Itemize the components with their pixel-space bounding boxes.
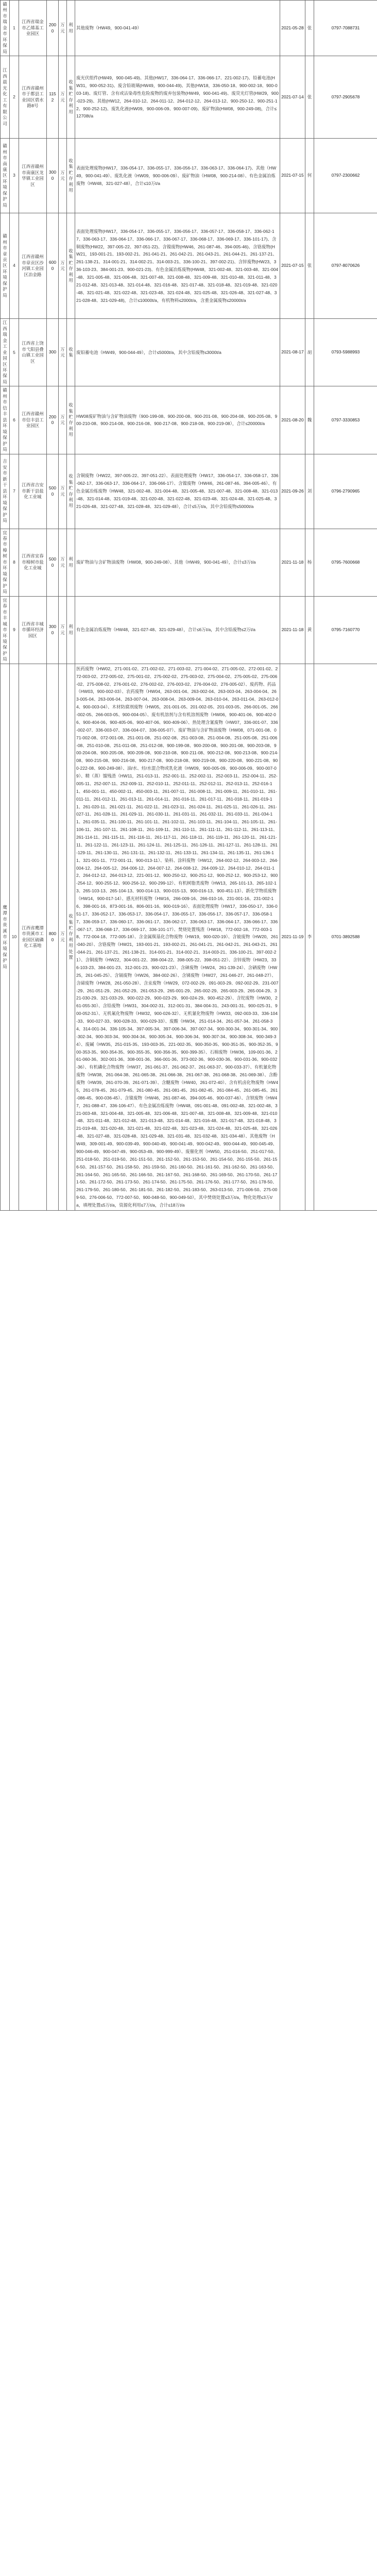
index-cell: 7 [10,454,19,529]
unit-cell: 万元 [59,319,67,386]
investment-cell: 3000 [47,596,59,664]
table-row [1,596,377,664]
mode-cell: 利用 [67,596,75,664]
mode-cell: 收集贮存利用 [67,386,75,454]
investment-cell: 2000 [47,1,59,56]
unit-cell: 万元 [59,1,67,56]
authority-cell: 江西晨光化工有限公司 [1,56,10,139]
scope-cell: 表面处理废物(HW17，336-054-17、336-055-17、336-056-17、336-063-17、336-064-17)、其他（HW49，900-041-49）、废乳化液（HW09，900-006-09）、废矿物油（HW08，900-214-08）、有色金属冶炼废物（HW48，321-027-48），合计≤10万t/a [75,139,280,213]
investment-cell: 300 [47,319,59,386]
index-cell: 10 [10,664,19,1210]
phone-cell: 0797-2905678 [314,56,377,139]
mode-cell: 收集贮存利用处置 [67,664,75,1210]
scope-cell: 废铅蓄电池（HW49，900-044-49），合计≤5000t/a，其中含铅废物≤3000t/a [75,319,280,386]
address-cell: 江西省赣州市于都县工业园区碧水路8号 [19,56,47,139]
address-cell: 江西省宜春市樟树市盐化工业城 [19,529,47,596]
authority-cell: 宜春市樟树市环境保护局 [1,529,10,596]
scope-cell: 废光伏组件(HW49，900-045-49)、其他(HW17，336-064-17、336-066-17、221-002-17)、铅蓄电池(HW31，900-052-31)、废含铅玻璃(HW49，900-044-49)、其他(HW18，336-050-18、900-002-18、900-003-18)、废灯管、含有或沾染毒性危险废物的废弃包装物(HW49，900-041-49)、废荧光灯管(HW29，900-023-29)、其他(HW12，264-010-12、264-011-12、264-012-12、264-013-12、900-250-12、900-251-12、900-252-12)、废乳化液(HW09，900-006-09、900-007-09)、废矿物油(HW08，900-249-08)，合计≤12708t/a [75,56,280,139]
investment-cell: 8000 [47,664,59,1210]
authority-cell: 赣州市南康区环境保护局 [1,139,10,213]
contact-cell: 魏 [305,386,314,454]
phone-cell: 0797-2300662 [314,139,377,213]
date-cell: 2021-08-20 [280,386,305,454]
date-cell: 2021-09-26 [280,454,305,529]
scope-cell: HW08废矿物油与含矿物油废物（900-199-08、900-200-08、900-201-08、900-204-08、900-205-08、900-210-08、900-214-08、900-216-08、900-217-08、900-218-08、900-219-08），合计≤20000t/a [75,386,280,454]
authority-cell: 赣州市章贡区环境保护局 [1,213,10,319]
scope-cell: 废矿物油与含矿物油废物（HW08，900-249-08）、其他（HW49，900-041-49），合计≤3万t/a [75,529,280,596]
contact-cell: 张 [305,1,314,56]
table-row [1,1,377,56]
permit-table [0,0,377,1211]
table-row [1,56,377,139]
scope-cell: 其他废物（HW49，900-041-49） [75,1,280,56]
address-cell: 江西省赣州市南康区龙华镇工业园区 [19,139,47,213]
mode-cell: 收集贮存利用 [67,139,75,213]
address-cell: 江西省丰城市循环经济园区 [19,596,47,664]
mode-cell: 收集 [67,319,75,386]
index-cell: 6 [10,386,19,454]
date-cell: 2021-07-15 [280,139,305,213]
mode-cell: 收集贮存利用 [67,454,75,529]
unit-cell: 万元 [59,386,67,454]
unit-cell: 万元 [59,213,67,319]
address-cell: 江西省赣州市信丰县工业园区 [19,386,47,454]
authority-cell: 赣州市瑞金市环保局 [1,1,10,56]
contact-cell: 胡 [305,319,314,386]
table-row [1,454,377,529]
index-cell: 2 [10,56,19,139]
phone-cell: 0795-7160770 [314,596,377,664]
unit-cell: 万元 [59,139,67,213]
authority-cell: 鹰潭市贵溪市环境保护局 [1,664,10,1210]
unit-cell: 万元 [59,529,67,596]
table-row [1,319,377,386]
index-cell: 4 [10,213,19,319]
index-cell: 1 [10,1,19,56]
mode-cell: 利用 [67,1,75,56]
table-row [1,213,377,319]
mode-cell: 收集贮存利用 [67,213,75,319]
unit-cell: 万元 [59,56,67,139]
date-cell: 2021-11-18 [280,529,305,596]
unit-cell: 万元 [59,664,67,1210]
phone-cell: 0701-3892588 [314,664,377,1210]
investment-cell: 3000 [47,139,59,213]
mode-cell: 收集贮存利用 [67,56,75,139]
date-cell: 2021-11-19 [280,664,305,1210]
scope-cell: 有色金属冶炼废物（HW48，321-027-48、321-029-48），合计≤6万t/a，其中含铅废物≤2万t/a [75,596,280,664]
address-cell: 江西省赣州市章贡区沙河镇工业园区冶金路 [19,213,47,319]
date-cell: 2021-11-18 [280,596,305,664]
authority-cell: 赣州市信丰县环境保护局 [1,386,10,454]
address-cell: 江西省鹰潭市贵溪市工业园区硫磷化工基地 [19,664,47,1210]
authority-cell: 吉安市新干县环境保护局 [1,454,10,529]
contact-cell: 张 [305,56,314,139]
phone-cell: 0795-7600668 [314,529,377,596]
investment-cell: 1152 [47,56,59,139]
unit-cell: 万元 [59,454,67,529]
table-row [1,139,377,213]
scope-cell: 含铜废物（HW22，397-005-22、397-051-22）、表面处理废物（HW17，336-054-17、336-058-17、336-062-17、336-063-17、336-064-17、336-066-17）、含镍废物（HW46，261-087-46、394-005-46）、有色金属冶炼废物（HW48，321-002-48、321-004-48、321-005-48、321-007-48、321-008-48、321-013-48、321-014-48、321-019-48、321-020-48、321-022-48、321-023-48、321-024-48、321-025-48、321-026-48、321-027-48、321-028-48、321-029-48），合计≤5万t/a，其中含铅废物≤5000t/a [75,454,280,529]
contact-cell: 李 [305,664,314,1210]
investment-cell: 6000 [47,213,59,319]
address-cell: 江西省吉安市新干县盐化工业城 [19,454,47,529]
investment-cell: 5000 [47,529,59,596]
phone-cell: 0797-3330853 [314,386,377,454]
scope-cell: 医药废物（HW02，271-001-02、271-002-02、271-003-02、271-004-02、271-005-02、272-001-02、272-003-02、272-005-02、275-001-02、275-002-02、275-003-02、275-004-02、275-005-02、275-006-02、275-008-02、276-001-02、276-002-02、276-003-02、276-004-02、276-005-02）、废药物、药品（HW03，900-002-03）、农药废物（HW04，263-001-04、263-002-04、263-003-04、263-004-04、263-005-04、263-006-04、263-007-04、263-008-04、263-009-04、263-010-04、263-011-04、263-012-04、900-003-04）、木材防腐剂废物（HW05，201-001-05、201-002-05、201-003-05、266-001-05、266-002-05、266-003-05、900-004-05）、废有机溶剂与含有机溶剂废物（HW06，900-401-06、900-402-06、900-404-06、900-405-06、900-407-06、900-409-06）、热处理含氰废物（HW07，336-001-07、336-002-07、336-003-07、336-004-07、336-005-07）、废矿物油与含矿物油废物（HW08，071-001-08、071-002-08、072-001-08、251-001-08、251-002-08、251-003-08、251-004-08、251-005-08、251-006-08、251-010-08、251-011-08、251-012-08、900-199-08、900-200-08、900-201-08、900-203-08、900-204-08、900-205-08、900-209-08、900-210-08、900-211-08、900-212-08、900-213-08、900-214-08、900-215-08、900-216-08、900-217-08、900-218-08、900-219-08、900-220-08、900-221-08、900-222-08、900-249-08）、油/水、烃/水混合物或乳化液（HW09，900-005-09、900-006-09、900-007-09）、精（蒸）馏残渣（HW11，251-013-11、252-001-11、252-002-11、252-003-11、252-004-11、252-005-11、252-007-11、252-009-11、252-010-11、252-011-11、252-012-11、252-013-11、252-016-11、450-001-11、450-002-11、450-003-11、261-007-11、261-008-11、261-009-11、261-010-11、261-011-11、261-012-11、261-013-11、261-014-11、261-016-11、261-017-11、261-018-11、261-019-11、261-020-11、261-021-11、261-022-11、261-023-11、261-024-11、261-025-11、261-026-11、261-027-11、261-028-11、261-029-11、261-030-11、261-031-11、261-032-11、261-033-11、261-034-11、261-035-11、261-100-11、261-101-11、261-102-11、261-103-11、261-104-11、261-105-11、261-106-11、261-107-11、261-108-11、261-109-11、261-110-11、261-111-11、261-112-11、261-113-11、261-114-11、261-115-11、261-116-11、261-117-11、261-118-11、261-119-11、261-120-11、261-121-11、261-122-11、261-123-11、261-124-11、261-125-11、261-126-11、261-127-11、261-128-11、261-129-11、261-130-11、261-131-11、261-132-11、261-133-11、261-134-11、261-135-11、261-136-11、321-001-11、772-001-11、900-013-11）、染料、涂料废物（HW12，264-002-12、264-003-12、264-004-12、264-005-12、264-006-12、264-007-12、264-008-12、264-009-12、264-010-12、264-011-12、264-012-12、264-013-12、221-001-12、900-250-12、900-251-12、900-252-12、900-253-12、900-254-12、900-255-12、900-256-12、900-299-12）、有机树脂类废物（HW13，265-101-13、265-102-13、265-103-13、265-104-13、900-014-13、900-015-13、900-016-13、900-451-13）、新化学物质废物（HW14，900-017-14）、感光材料废物（HW16，266-009-16、266-010-16、231-001-16、231-002-16、398-001-16、873-001-16、806-001-16、900-019-16）、表面处理废物（HW17，336-050-17、336-051-17、336-052-17、336-053-17、336-054-17、336-055-17、336-056-17、336-057-17、336-058-17、336-059-17、336-060-17、336-061-17、336-062-17、336-063-17、336-064-17、336-066-17、336-067-17、336-068-17、336-069-17、336-101-17）、焚烧处置残渣（HW18，772-002-18、772-003-18、772-004-18、772-005-18）、含金属羰基化合物废物（HW19，900-020-19）、含铍废物（HW20，261-040-20）、含铬废物（HW21，193-001-21、193-002-21、261-041-21、261-042-21、261-043-21、261-044-21、261-137-21、261-138-21、314-001-21、314-002-21、314-003-21、336-100-21、397-002-21）、含铜废物（HW22，304-001-22、398-004-22、398-005-22、398-051-22）、含锌废物（HW23，336-103-23、384-001-23、312-001-23、900-021-23）、含砷废物（HW24，261-139-24）、含硒废物（HW25，261-045-25）、含镉废物（HW26，384-002-26）、含锑废物（HW27，261-046-27、261-048-27）、含碲废物（HW28，261-050-28）、含汞废物（HW29，072-002-29、091-003-29、092-002-29、231-007-29、261-051-29、261-052-29、261-053-29、265-001-29、265-002-29、265-003-29、265-004-29、321-030-29、321-033-29、900-022-29、900-023-29、900-024-29、900-452-29）、含铊废物（HW30，261-055-30）、含铅废物（HW31，304-002-31、312-001-31、384-004-31、243-001-31、900-025-31、900-052-31）、无机氟化物废物（HW32，900-026-32）、无机氰化物废物（HW33，092-003-33、336-104-33、900-027-33、900-028-33、900-029-33）、废酸（HW34，251-014-34、261-057-34、261-058-34、314-001-34、336-105-34、397-005-34、397-006-34、397-007-34、900-300-34、900-301-34、900-302-34、900-303-34、900-304-34、900-305-34、900-306-34、900-307-34、900-308-34、900-349-34）、废碱（HW35，251-015-35、193-003-35、221-002-35、900-350-35、900-351-35、900-352-35、900-353-35、900-354-35、900-355-35、900-356-35、900-399-35）、石棉废物（HW36，109-001-36、261-060-36、302-001-36、308-001-36、366-001-36、373-002-36、900-030-36、900-031-36、900-032-36）、有机磷化合物废物（HW37，261-061-37、261-062-37、261-063-37、900-033-37）、有机氰化物废物（HW38，261-064-38、261-065-38、261-066-38、261-067-38、261-068-38、261-069-38）、含酚废物（HW39，261-070-39、261-071-39）、含醚废物（HW40，261-072-40）、含有机卤化物废物（HW45，261-078-45、261-079-45、261-080-45、261-081-45、261-082-45、261-084-45、261-085-45、261-086-45、900-036-45）、含镍废物（HW46，261-087-46、394-005-46、900-037-46）、含钡废物（HW47，261-088-47、336-106-47）、有色金属冶炼废物（HW48，091-001-48、091-002-48、321-002-48、321-003-48、321-004-48、321-005-48、321-006-48、321-007-48、321-008-48、321-009-48、321-010-48、321-011-48、321-012-48、321-013-48、321-014-48、321-016-48、321-017-48、321-018-48、321-019-48、321-020-48、321-021-48、321-022-48、321-023-48、321-024-48、321-025-48、321-026-48、321-027-48、321-028-48、321-029-48、321-031-48、321-032-48、321-034-48）、其他废物（HW49，309-001-49、900-039-49、900-040-49、900-041-49、900-042-49、900-044-49、900-045-49、900-046-49、900-047-49、900-053-49、900-999-49）、废催化剂（HW50，251-016-50、251-017-50、251-018-50、251-019-50、261-151-50、261-152-50、261-153-50、261-154-50、261-155-50、261-156-50、261-157-50、261-158-50、261-159-50、261-160-50、261-161-50、261-162-50、261-163-50、261-164-50、261-165-50、261-166-50、261-167-50、261-168-50、261-169-50、261-170-50、261-171-50、261-172-50、261-173-50、261-174-50、261-175-50、261-176-50、261-177-50、261-178-50、261-179-50、261-180-50、261-181-50、261-182-50、261-183-50、263-013-50、271-006-50、275-009-50、276-006-50、772-007-50、900-048-50、900-049-50），其中焚烧处置≤3万t/a，物化处理≤3万t/a，填埋处置≤5万t/a，资源化利用≤7万t/a，合计≤18万t/a [75,664,280,1210]
authority-cell: 宜春市丰城市环境保护局 [1,596,10,664]
date-cell: 2021-05-28 [280,1,305,56]
phone-cell: 0793-5988993 [314,319,377,386]
address-cell: 江西省瑞金市乙烯基工业园区 [19,1,47,56]
date-cell: 2021-08-17 [280,319,305,386]
scope-cell: 表面处理废物(HW17，336-054-17、336-055-17、336-056-17、336-057-17、336-058-17、336-062-17、336-063-17、336-064-17、336-066-17、336-067-17、336-068-17、336-069-17、336-101-17)、含铜废物(HW22，397-005-22、397-051-22)、含镍废物(HW46，261-087-46、394-005-46)、含铬废物(HW21，193-001-21、193-002-21、261-041-21、261-042-21、261-043-21、261-044-21、261-137-21、261-138-21、314-001-21、314-002-21、314-003-21、336-100-21、397-002-21)、含锌废物(HW23，336-103-23、384-001-23、900-021-23)、有色金属冶炼废物(HW48，321-002-48、321-003-48、321-004-48、321-005-48、321-006-48、321-007-48、321-008-48、321-009-48、321-010-48、321-011-48、321-012-48、321-013-48、321-014-48、321-016-48、321-017-48、321-018-48、321-019-48、321-020-48、321-021-48、321-022-48、321-023-48、321-024-48、321-025-48、321-026-48、321-027-48、321-028-48、321-029-48)，合计≤10000t/a，有机物料≤2000t/a，含重金属废物≤20000t/a [75,213,280,319]
index-cell: 3 [10,139,19,213]
table-row [1,529,377,596]
index-cell: 8 [10,529,19,596]
phone-cell: 0797-8070626 [314,213,377,319]
authority-cell: 江西瑞金工业园区环保局 [1,319,10,386]
table-row [1,386,377,454]
investment-cell: 5000 [47,454,59,529]
date-cell: 2021-07-15 [280,213,305,319]
contact-cell: 何 [305,139,314,213]
contact-cell: 刘 [305,454,314,529]
investment-cell: 2000 [47,386,59,454]
contact-cell: 黄 [305,596,314,664]
address-cell: 江西省上饶市弋阳县叠山镇工业园区 [19,319,47,386]
unit-cell: 万元 [59,596,67,664]
index-cell: 5 [10,319,19,386]
index-cell: 9 [10,596,19,664]
phone-cell: 0797-7088731 [314,1,377,56]
contact-cell: 张 [305,213,314,319]
mode-cell: 利用 [67,529,75,596]
phone-cell: 0796-2790965 [314,454,377,529]
date-cell: 2021-07-14 [280,56,305,139]
contact-cell: 杨 [305,529,314,596]
table-row [1,664,377,1210]
